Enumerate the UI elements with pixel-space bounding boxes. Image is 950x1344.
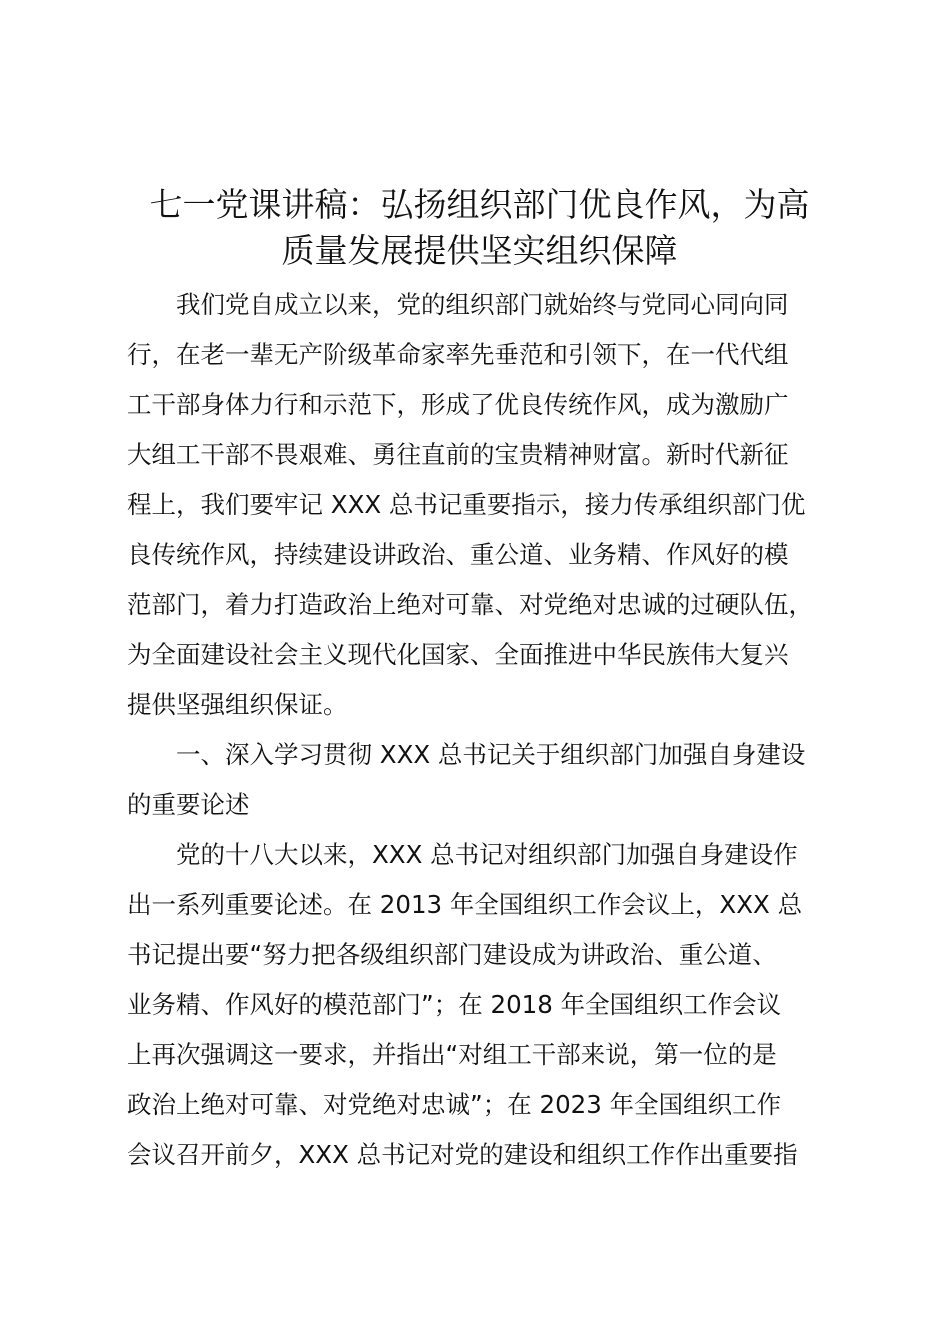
paragraph-line: 行，在老一辈无产阶级革命家率先垂范和引领下，在一代代组 xyxy=(127,340,789,369)
paragraph-line: 上再次强调这一要求，并指出“对组工干部来说，第一位的是 xyxy=(127,1040,777,1069)
paragraph-line: 大组工干部不畏艰难、勇往直前的宝贵精神财富。新时代新征 xyxy=(127,440,789,469)
paragraph-line: 工干部身体力行和示范下，形成了优良传统作风，成为激励广 xyxy=(127,390,789,419)
document-body xyxy=(127,182,832,1180)
title-line: 七一党课讲稿：弘扬组织部门优良作风，为高 xyxy=(149,185,810,224)
paragraph-line: 范部门，着力打造政治上绝对可靠、对党绝对忠诚的过硬队伍， xyxy=(127,590,813,619)
document-title xyxy=(127,182,832,274)
heading-line: 的重要论述 xyxy=(127,790,250,819)
paragraph-line: 政治上绝对可靠、对党绝对忠诚”；在 2023 年全国组织工作 xyxy=(127,1090,782,1119)
paragraph-line: 党的十八大以来，XXX 总书记对组织部门加强自身建设作 xyxy=(176,840,798,869)
heading-line: 一、深入学习贯彻 XXX 总书记关于组织部门加强自身建设 xyxy=(176,740,806,769)
paragraph-line: 为全面建设社会主义现代化国家、全面推进中华民族伟大复兴 xyxy=(127,640,789,669)
paragraph-line: 良传统作风，持续建设讲政治、重公道、业务精、作风好的模 xyxy=(127,540,789,569)
intro-paragraph xyxy=(127,280,832,730)
paragraph-line: 书记提出要“努力把各级组织部门建设成为讲政治、重公道、 xyxy=(127,940,777,969)
paragraph-line: 我们党自成立以来，党的组织部门就始终与党同心同向同 xyxy=(176,290,789,319)
title-line: 质量发展提供坚实组织保障 xyxy=(281,231,678,270)
paragraph-line: 程上，我们要牢记 XXX 总书记重要指示，接力传承组织部门优 xyxy=(127,490,806,519)
paragraph-line: 出一系列重要论述。在 2013 年全国组织工作会议上，XXX 总 xyxy=(127,890,803,919)
paragraph-line: 会议召开前夕，XXX 总书记对党的建设和组织工作作出重要指 xyxy=(127,1140,798,1169)
paragraph-line: 业务精、作风好的模范部门”；在 2018 年全国组织工作会议 xyxy=(127,990,782,1019)
section-paragraph xyxy=(127,830,832,1180)
paragraph-line: 提供坚强组织保证。 xyxy=(127,690,348,719)
section-heading-1 xyxy=(127,730,832,830)
